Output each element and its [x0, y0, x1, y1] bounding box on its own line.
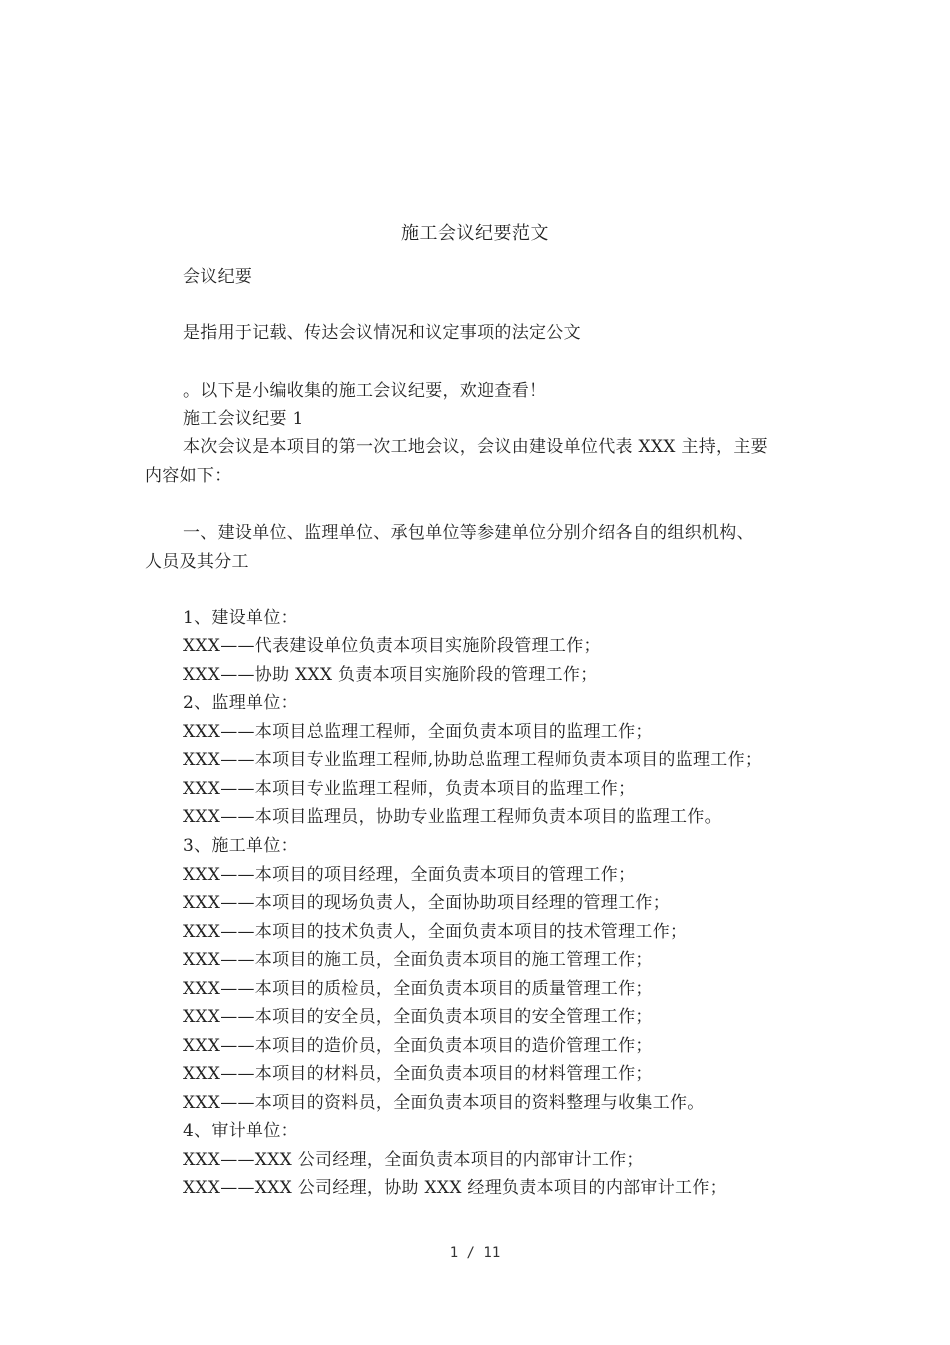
paragraph-line: 一、建设单位、监理单位、承包单位等参建单位分别介绍各自的组织机构、 [183, 523, 754, 543]
page-indicator: 1 / 11 [449, 1245, 501, 1261]
list-item: XXX——本项目的现场负责人，全面协助项目经理的管理工作； [183, 893, 671, 913]
list-heading: 4、审计单位： [183, 1121, 298, 1141]
text-line: 。以下是小编收集的施工会议纪要，欢迎查看！ [183, 381, 547, 401]
list-item: XXX——本项目总监理工程师，全面负责本项目的监理工作； [183, 722, 653, 742]
list-item: XXX——XXX 公司经理，协助 XXX 经理负责本项目的内部审计工作； [183, 1178, 727, 1198]
section-heading: 施工会议纪要 1 [183, 409, 304, 429]
list-item: XXX——本项目的项目经理，全面负责本项目的管理工作； [183, 865, 636, 885]
list-item: XXX——本项目的资料员，全面负责本项目的资料整理与收集工作。 [183, 1093, 705, 1113]
list-item: XXX——本项目的安全员，全面负责本项目的安全管理工作； [183, 1007, 653, 1027]
list-heading: 3、施工单位： [183, 836, 298, 856]
list-item: XXX——本项目的材料员，全面负责本项目的材料管理工作； [183, 1064, 653, 1084]
list-item: XXX——本项目的造价员，全面负责本项目的造价管理工作； [183, 1036, 653, 1056]
paragraph-line: 本次会议是本项目的第一次工地会议，会议由建设单位代表 XXX 主持，主要 [183, 437, 768, 457]
document-title: 施工会议纪要范文 [401, 223, 549, 244]
list-item: XXX——本项目的施工员，全面负责本项目的施工管理工作； [183, 950, 653, 970]
list-item: XXX——本项目专业监理工程师，负责本项目的监理工作； [183, 779, 636, 799]
list-item: XXX——协助 XXX 负责本项目实施阶段的管理工作； [183, 665, 598, 685]
list-heading: 2、监理单位： [183, 693, 298, 713]
text-line: 是指用于记载、传达会议情况和议定事项的法定公文 [183, 323, 581, 343]
list-item: XXX——本项目监理员，协助专业监理工程师负责本项目的监理工作。 [183, 807, 722, 827]
paragraph-line: 内容如下： [145, 466, 232, 486]
list-item: XXX——代表建设单位负责本项目实施阶段管理工作； [183, 636, 601, 656]
list-item: XXX——本项目的质检员，全面负责本项目的质量管理工作； [183, 979, 653, 999]
text-line: 会议纪要 [183, 267, 253, 287]
list-heading: 1、建设单位： [183, 608, 298, 628]
paragraph-line: 人员及其分工 [145, 552, 249, 572]
list-item: XXX——本项目的技术负责人，全面负责本项目的技术管理工作； [183, 922, 688, 942]
list-item: XXX——本项目专业监理工程师,协助总监理工程师负责本项目的监理工作； [183, 750, 763, 770]
list-item: XXX——XXX 公司经理，全面负责本项目的内部审计工作； [183, 1150, 644, 1170]
